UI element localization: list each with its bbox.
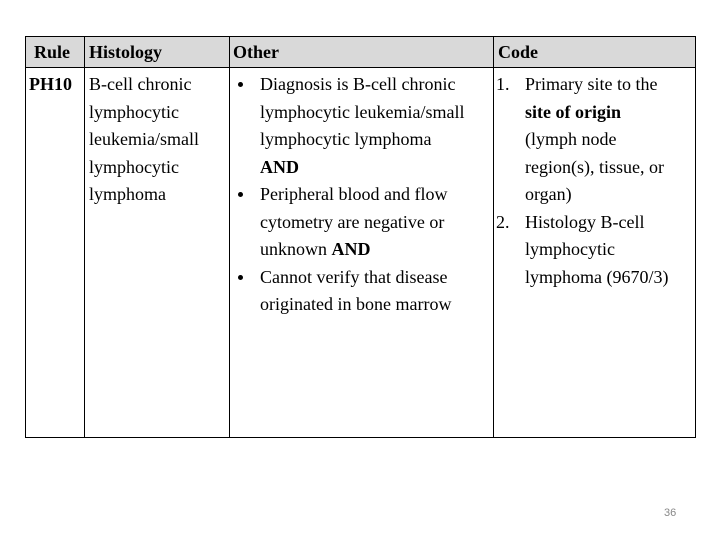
header-rule: Rule	[34, 42, 70, 62]
histology-line: lymphocytic	[89, 156, 179, 177]
histology-cell	[89, 71, 199, 209]
bullet-icon	[238, 192, 243, 197]
page-number: 36	[664, 507, 677, 519]
criteria-line	[260, 236, 464, 264]
code-item	[496, 71, 668, 209]
code-line: lymphocytic	[525, 239, 615, 259]
code-line-emphasis: site of origin	[525, 101, 621, 122]
code-line: Histology B-cell	[525, 211, 645, 232]
criteria-item	[228, 264, 464, 319]
code-line: region(s), tissue, or	[525, 156, 664, 177]
column-divider	[493, 37, 494, 437]
rule-id: PH10	[29, 74, 72, 94]
criteria-line: lymphocytic lymphoma	[260, 129, 432, 149]
histology-line: leukemia/small	[89, 129, 199, 149]
criteria-item	[228, 181, 464, 264]
and-connector: AND	[331, 239, 371, 259]
criteria-line: Diagnosis is B-cell chronic	[260, 74, 456, 94]
bullet-icon	[238, 82, 243, 87]
histology-line: lymphoma	[89, 184, 166, 204]
code-cell	[496, 71, 668, 291]
header-histology: Histology	[89, 42, 163, 62]
criteria-line: originated in bone marrow	[260, 294, 452, 314]
code-line: (lymph node	[525, 129, 617, 149]
rules-table	[25, 36, 696, 438]
criteria-text: unknown	[260, 239, 327, 259]
criteria-line: Cannot verify that disease	[260, 266, 448, 287]
item-number: 2.	[496, 211, 510, 232]
code-item	[496, 209, 668, 292]
criteria-line: lymphocytic leukemia/small	[260, 101, 465, 122]
column-divider	[84, 37, 85, 437]
code-line: lymphoma (9670/3)	[525, 266, 669, 287]
criteria-line: cytometry are negative or	[260, 211, 445, 232]
histology-line: lymphocytic	[89, 101, 179, 122]
histology-line: B-cell chronic	[89, 74, 192, 94]
bullet-icon	[238, 275, 243, 280]
and-connector: AND	[260, 156, 299, 177]
item-number: 1.	[496, 74, 510, 94]
criteria-item	[228, 71, 464, 181]
code-line: organ)	[525, 184, 572, 204]
criteria-line: Peripheral blood and flow	[260, 184, 448, 204]
other-cell	[228, 71, 464, 319]
header-code: Code	[498, 42, 538, 62]
code-line: Primary site to the	[525, 74, 658, 94]
header-other: Other	[233, 42, 279, 62]
